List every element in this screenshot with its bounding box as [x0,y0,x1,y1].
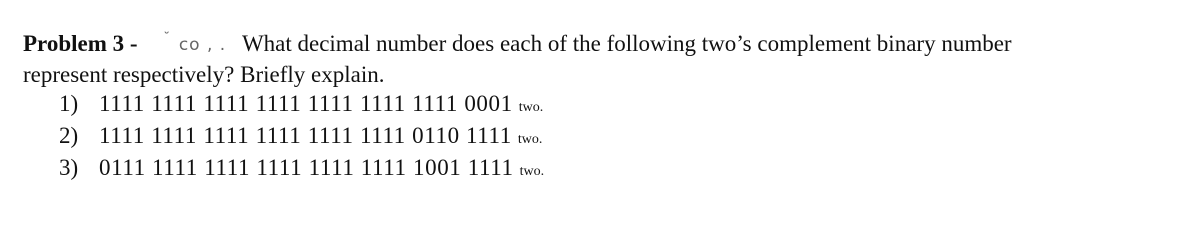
binary-value: 1111 1111 1111 1111 1111 1111 1111 0001 [99,91,513,116]
binary-value: 1111 1111 1111 1111 1111 1111 0110 1111 [99,123,512,148]
item-number: 3) [59,155,79,180]
item-number: 2) [59,123,79,148]
list-item [23,90,1183,122]
item-number: 1) [59,91,79,116]
scribble-tick: ˘ [163,31,171,46]
list-item [23,122,1183,154]
binary-value: 0111 1111 1111 1111 1111 1111 1001 1111 [99,155,514,180]
problem-label: Problem 3 - [23,31,138,56]
scribble-text: co , . [178,35,227,55]
binary-number-list [23,90,1183,186]
base-suffix: two. [518,100,544,115]
problem-header-line [23,24,1183,60]
question-text-line-2: represent respectively? Briefly explain. [23,62,385,87]
base-suffix: two. [517,132,543,147]
problem-document [23,24,1183,186]
handwritten-scribble [163,24,226,60]
question-text-line-1: What decimal number does each of the following two’s complement binary number [241,31,1012,56]
list-item [23,154,1183,186]
base-suffix: two. [519,164,545,179]
